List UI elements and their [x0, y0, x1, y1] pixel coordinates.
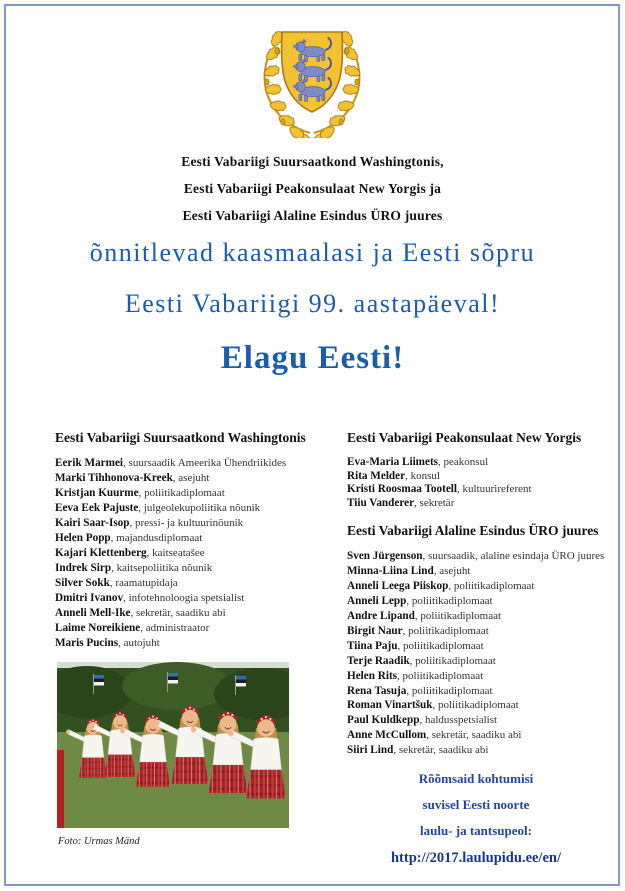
staff-name: Anneli Lepp [347, 595, 407, 608]
staff-member [347, 564, 605, 579]
staff-name: Tiiu Vanderer [347, 496, 415, 509]
staff-role: , poliitikadiplomaat [406, 595, 492, 607]
staff-role: , sekretär, saadiku abi [131, 607, 226, 619]
staff-role: , kaitseatašee [147, 547, 205, 559]
staff-member [347, 483, 605, 497]
staff-member [347, 579, 605, 594]
consulate-section-title: Eesti Vabariigi Peakonsulaat New Yorgis [347, 430, 582, 445]
staff-role: , suursaadik Ameerika Ühendriikides [123, 457, 286, 469]
staff-role: , poliitikadiplomaat [432, 699, 518, 711]
staff-member [55, 621, 347, 636]
right-column [347, 430, 605, 758]
staff-name: Helen Popp [55, 532, 111, 544]
staff-member [55, 546, 347, 561]
staff-member [55, 591, 347, 606]
staff-name: Terje Raadik [347, 654, 410, 667]
organization-header [0, 148, 625, 229]
staff-role: , autojuht [118, 637, 160, 649]
staff-name: Andre Lipand [347, 610, 415, 622]
un-staff-list [347, 549, 605, 758]
staff-role: , asejuht [434, 565, 471, 577]
consulate-staff-list [347, 456, 605, 510]
greeting-line-1: õnnitlevad kaasmaalasi ja Eesti sõpru [89, 238, 536, 267]
staff-name: Sven Jürgenson [347, 550, 423, 563]
staff-name: Anneli Leega Piiskop [347, 580, 449, 593]
greeting-line-3: Elagu Eesti! [220, 340, 405, 376]
staff-role: , peakonsul [438, 456, 488, 468]
staff-name: Rita Melder [347, 469, 406, 482]
staff-role: , sekretär, saadiku abi [426, 729, 521, 741]
staff-name: Helen Rits [347, 669, 398, 682]
footer-line-3: laulu- ja tantsupeol: [420, 823, 532, 838]
staff-member [347, 594, 605, 609]
org-line-embassy: Eesti Vabariigi Suursaatkond Washingtonis, [181, 154, 444, 169]
staff-role: , poliitikadiplomaat [139, 487, 225, 499]
staff-name: Laime Noreikiene [55, 622, 141, 634]
staff-role: , poliitikadiplomaat [397, 640, 483, 652]
staff-role: , administraator [140, 622, 209, 634]
staff-role: , majandusdiplomaat [111, 532, 203, 544]
staff-member [347, 549, 605, 564]
staff-role: , haldusspetsialist [419, 714, 497, 726]
staff-name: Eerik Marmei [55, 457, 124, 469]
staff-role: , pressi- ja kultuurinõunik [129, 517, 243, 529]
staff-member [55, 501, 347, 516]
staff-member [55, 456, 347, 471]
staff-member [347, 654, 605, 669]
staff-name: Eva-Maria Liimets [347, 456, 439, 468]
staff-member [347, 624, 605, 639]
staff-name: Indrek Sirp [55, 562, 112, 574]
embassy-staff-list [55, 456, 347, 651]
staff-name: Silver Sokk [55, 577, 110, 589]
laulupidu-link[interactable]: http://2017.laulupidu.ee/en/ [390, 850, 561, 866]
staff-member [55, 576, 347, 591]
greeting-line-2: Eesti Vabariigi 99. aastapäeval! [124, 289, 501, 318]
staff-name: Kristi Roosmaa Tootell [347, 483, 458, 496]
staff-name: Eeva Eek Pajuste [55, 502, 139, 514]
staff-member [55, 486, 347, 501]
staff-member [55, 516, 347, 531]
staff-name: Anneli Mell-Ike [55, 607, 131, 619]
staff-name: Maris Pucins [55, 637, 119, 649]
staff-member [347, 728, 605, 743]
staff-role: , poliitikadiplomaat [415, 610, 501, 622]
staff-member [55, 561, 347, 576]
staff-role: , suursaadik, alaline esindaja ÜRO juures [423, 550, 605, 562]
staff-member [55, 531, 347, 546]
staff-name: Rena Tasuja [347, 684, 407, 697]
staff-name: Paul Kuldkepp [347, 714, 420, 727]
staff-name: Birgit Naur [347, 624, 403, 637]
staff-member [347, 698, 605, 713]
org-line-un-mission: Eesti Vabariigi Alaline Esindus ÜRO juures [182, 208, 443, 223]
staff-role: , poliitikadiplomaat [397, 670, 483, 682]
staff-name: Roman Vinartšuk [347, 699, 433, 712]
staff-member [347, 639, 605, 654]
staff-name: Tiina Paju [347, 639, 398, 652]
estonian-coat-of-arms-icon [250, 24, 374, 138]
staff-name: Minna-Liina Lind [347, 565, 434, 578]
footer-line-2: suvisel Eesti noorte [422, 797, 530, 812]
staff-member [347, 497, 605, 511]
staff-name: Dmitri Ivanov [55, 592, 124, 604]
staff-role: , poliitikadiplomaat [406, 685, 492, 697]
staff-name: Marki Tihhonova-Kreek [55, 472, 173, 484]
staff-role: , julgeolekupoliitika nõunik [138, 502, 260, 514]
staff-role: , infotehnoloogia spetsialist [123, 592, 244, 604]
staff-role: , kultuurireferent [457, 483, 532, 495]
staff-role: , sekretär, saadiku abi [393, 744, 488, 756]
footer-greeting [347, 766, 605, 867]
staff-name: Kairi Saar-Isop [55, 517, 130, 529]
staff-member [347, 743, 605, 758]
staff-role: , kaitsepoliitika nõunik [111, 562, 212, 574]
staff-role: , poliitikadiplomaat [448, 580, 534, 592]
staff-member [347, 609, 605, 624]
staff-role: , sekretär [414, 497, 454, 509]
staff-name: Anne McCullom [347, 729, 427, 742]
staff-role: , raamatupidaja [110, 577, 178, 589]
staff-member [55, 471, 347, 486]
un-section-title: Eesti Vabariigi Alaline Esindus ÜRO juures [347, 523, 599, 539]
org-line-consulate: Eesti Vabariigi Peakonsulaat New Yorgis ja [183, 181, 442, 196]
staff-member [347, 669, 605, 684]
staff-member [347, 470, 605, 484]
staff-name: Kristjan Kuurme [55, 487, 139, 499]
staff-role: , poliitikadiplomaat [410, 655, 496, 667]
staff-member [347, 684, 605, 699]
staff-member [347, 713, 605, 728]
embassy-section-title: Eesti Vabariigi Suursaatkond Washingtonis [55, 430, 306, 445]
staff-role: , poliitikadiplomaat [403, 625, 489, 637]
footer-line-1: Rõõmsaid kohtumisi [418, 771, 534, 786]
staff-name: Kajari Klettenberg [55, 547, 147, 559]
staff-member [55, 606, 347, 621]
photo-caption: Foto: Urmas Mänd [58, 836, 140, 847]
staff-role: , asejuht [173, 472, 210, 484]
staff-member [55, 636, 347, 651]
embassy-section [55, 430, 347, 651]
staff-role: , konsul [405, 470, 440, 482]
staff-name: Siiri Lind [347, 744, 394, 757]
staff-member [347, 456, 605, 470]
folk-dance-photo [57, 662, 289, 828]
